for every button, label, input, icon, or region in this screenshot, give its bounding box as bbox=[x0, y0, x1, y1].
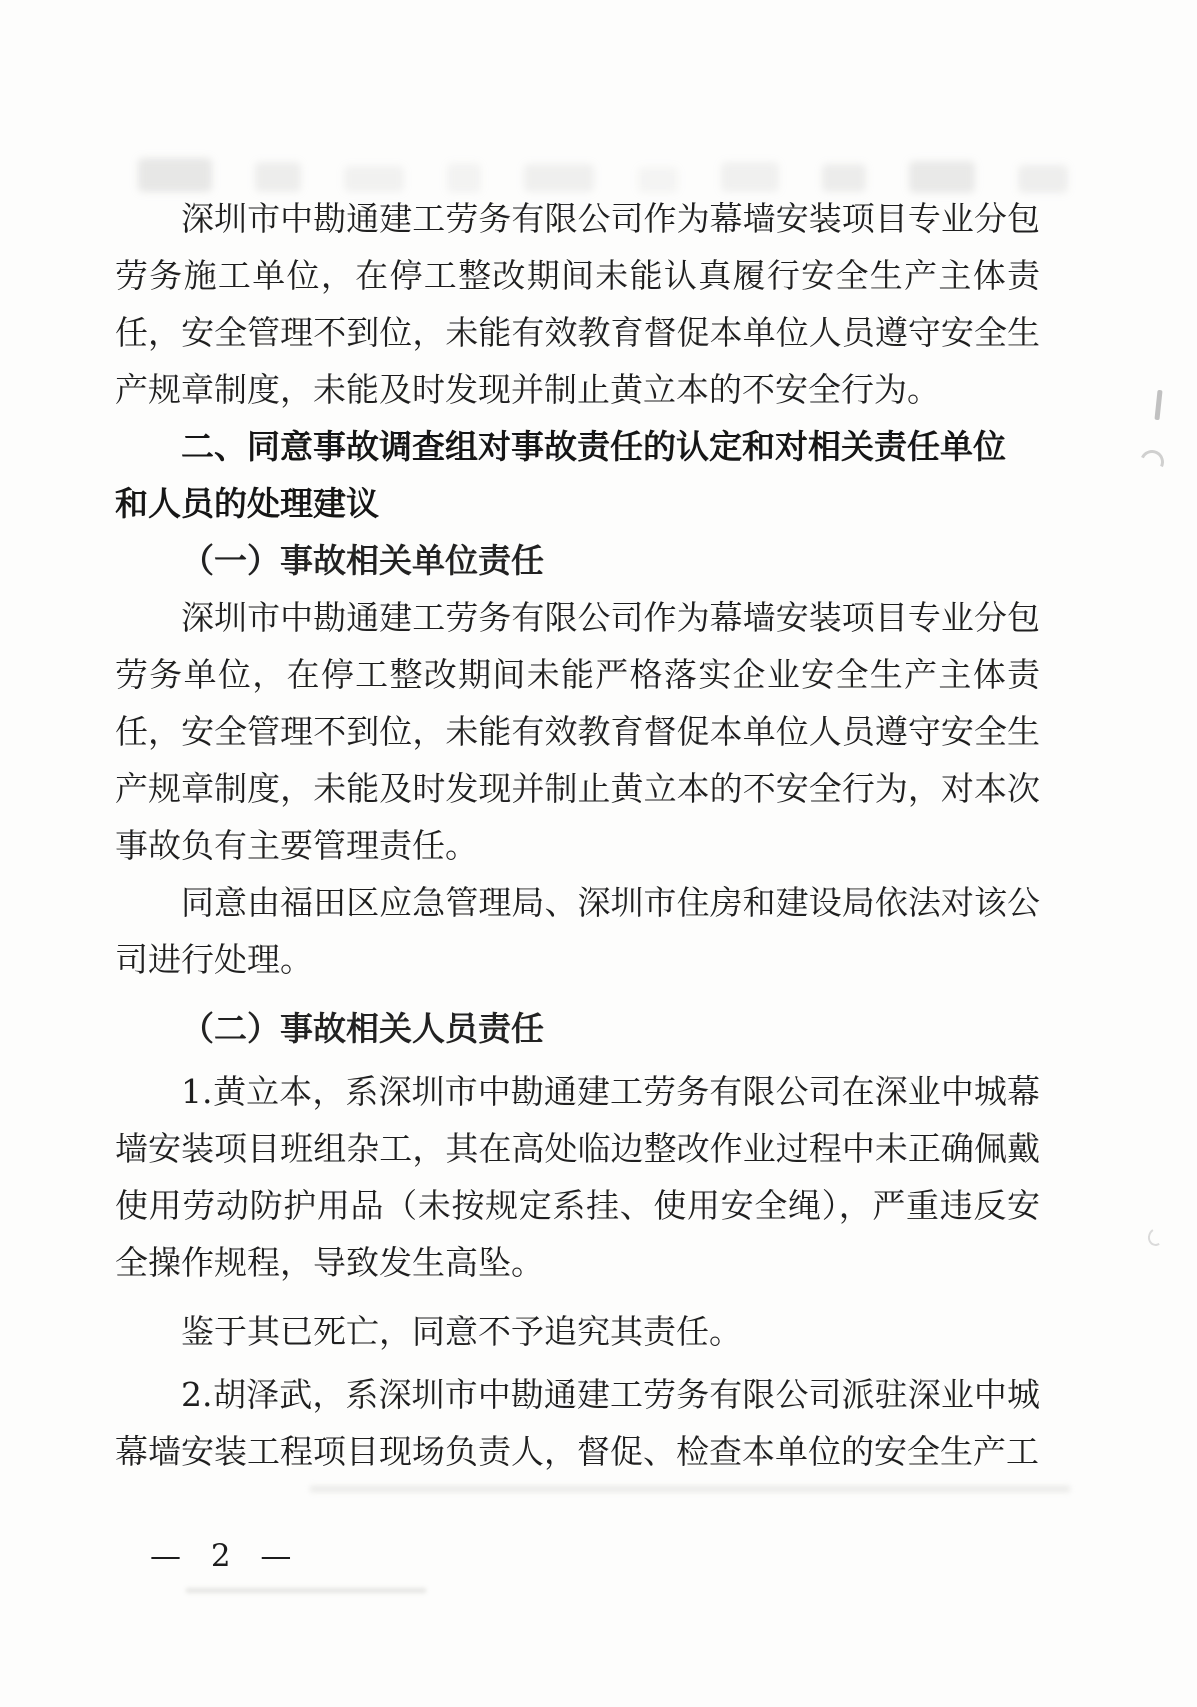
paragraph-unit-responsibility-summary: 深圳市中勘通建工劳务有限公司作为幕墙安装项目专业分包劳务施工单位，在停工整改期间未能认真履行安全生产主体责任，安全管理不到位，未能有效教育督促本单位人员遵守安全生产规章制度，未能及时发现并制止黄立本的不安全行为。 bbox=[115, 199, 1040, 409]
paragraph-handling-agencies: 同意由福田区应急管理局、深圳市住房和建设局依法对该公司进行处理。 bbox=[115, 883, 1040, 979]
paragraph-company-responsibility: 深圳市中勘通建工劳务有限公司作为幕墙安装项目专业分包劳务单位，在停工整改期间未能严格落实企业安全生产主体责任，安全管理不到位，未能有效教育督促本单位人员遵守安全生产规章制度，未能及时发现并制止黄立本的不安全行为，对本次事故负有主要管理责任。 bbox=[115, 598, 1040, 865]
list-marker-1: 1. bbox=[181, 1072, 213, 1111]
scan-streak-artifact bbox=[310, 1486, 1070, 1492]
list-marker-2: 2. bbox=[181, 1375, 213, 1414]
subheading-personnel-responsibility: （二）事故相关人员责任 bbox=[181, 1009, 544, 1048]
scan-speck-artifact bbox=[1146, 1226, 1166, 1248]
subheading-unit-responsibility: （一）事故相关单位责任 bbox=[181, 541, 544, 580]
list-item-1-text: 黄立本，系深圳市中勘通建工劳务有限公司在深业中城幕墙安装项目班组杂工，其在高处临边整改作业过程中未正确佩戴使用劳动防护用品（未按规定系挂、使用安全绳），严重违反安全操作规程，导致发生高坠。 bbox=[115, 1072, 1040, 1282]
list-item-2-text: 胡泽武，系深圳市中勘通建工劳务有限公司派驻深业中城幕墙安装工程项目现场负责人，督促、检查本单位的安全生产工 bbox=[115, 1375, 1040, 1471]
scan-speck-artifact bbox=[1137, 447, 1168, 478]
document-body bbox=[115, 190, 1040, 1480]
scan-speck-artifact bbox=[1154, 390, 1162, 420]
paragraph-no-prosecution: 鉴于其已死亡，同意不予追究其责任。 bbox=[181, 1312, 742, 1351]
list-item-person-2 bbox=[115, 1366, 1040, 1480]
scan-streak-artifact bbox=[186, 1588, 426, 1593]
section-heading-2: 二、同意事故调查组对事故责任的认定和对相关责任单位和人员的处理建议 bbox=[115, 427, 1006, 523]
page-number: — 2 — bbox=[150, 1538, 299, 1574]
list-item-person-1 bbox=[115, 1063, 1040, 1291]
